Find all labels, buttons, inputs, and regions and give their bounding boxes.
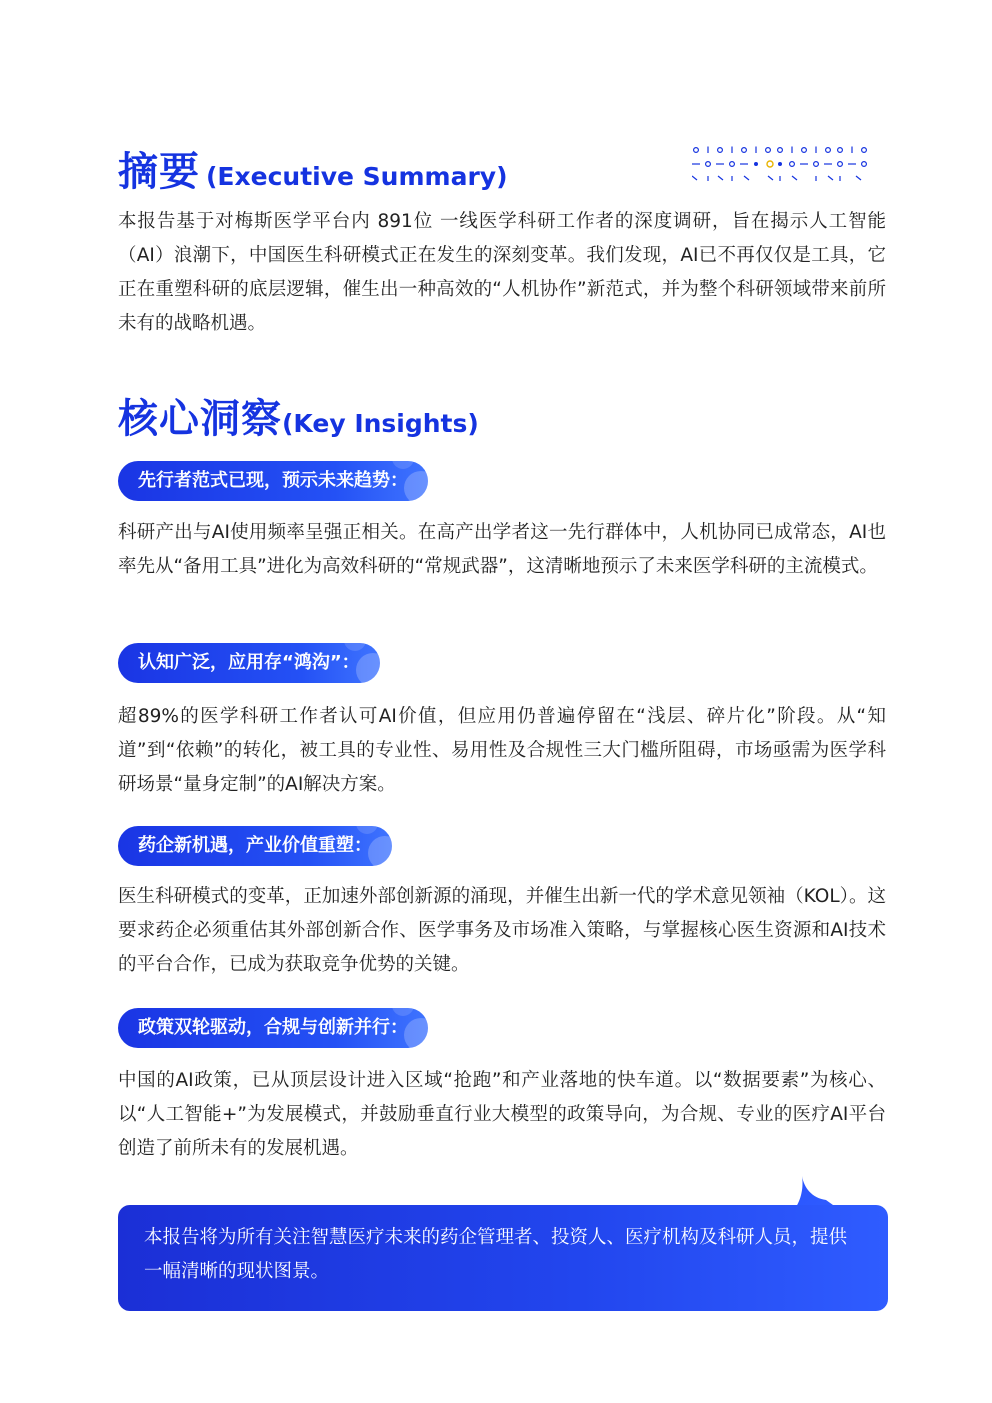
insight-paragraph-4: 中国的AI政策，已从顶层设计进入区域“抢跑”和产业落地的快车道。以“数据要素”为核心、以“人工智能+”为发展模式，并鼓励垂直行业大模型的政策导向，为合规、专业的医疗AI平台创造了前所未有的发展机遇。 (118, 1070, 886, 1159)
insight-paragraph-1: 科研产出与AI使用频率呈强正相关。在高产出学者这一先行群体中，人机协同已成常态，AI也率先从“备用工具”进化为高效科研的“常规武器”，这清晰地预示了未来医学科研的主流模式。 (118, 522, 886, 577)
insight-label-3 (118, 826, 392, 866)
insight-paragraph-3: 医生科研模式的变革，正加速外部创新源的涌现，并催生出新一代的学术意见领袖（KOL）。这要求药企必须重估其外部创新合作、医学事务及市场准入策略，与掌握核心医生资源和AI技术的平台合作，已成为获取竞争优势的关键。 (118, 886, 886, 975)
insight-label-text: 药企新机遇，产业价值重塑： (138, 835, 372, 856)
summary-paragraph: 本报告基于对梅斯医学平台内 891位 一线医学科研工作者的深度调研，旨在揭示人工智能（AI）浪潮下，中国医生科研模式正在发生的深刻变革。我们发现，AI已不再仅仅是工具，它正在重塑科研的底层逻辑，催生出一种高效的“人机协作”新范式，并为整个科研领域带来前所未有的战略机遇。 (118, 211, 886, 334)
insight-label-1 (118, 461, 428, 501)
insight-label-text: 先行者范式已现，预示未来趋势： (138, 470, 408, 491)
insight-label-4 (118, 1008, 428, 1048)
insight-label-text: 认知广泛，应用存“鸿沟”： (138, 652, 360, 673)
insight-paragraph-2: 超89%的医学科研工作者认可AI价值，但应用仍普遍停留在“浅层、碎片化”阶段。从“知道”到“依赖”的转化，被工具的专业性、易用性及合规性三大门槛所阻碍，市场亟需为医学科研场景“量身定制”的AI解决方案。 (118, 706, 886, 795)
insights-heading: 核心洞察 (118, 396, 282, 442)
insights-title (118, 387, 479, 444)
callout-box (118, 1205, 888, 1311)
insights-subheading: (Key Insights) (282, 409, 479, 438)
callout-text: 本报告将为所有关注智慧医疗未来的药企管理者、投资人、医疗机构及科研人员，提供一幅清晰的现状图景。 (144, 1227, 848, 1282)
summary-title (118, 140, 508, 197)
summary-subheading: (Executive Summary) (206, 162, 508, 191)
insight-label-2 (118, 643, 380, 683)
insight-label-text: 政策双轮驱动，合规与创新并行： (138, 1017, 408, 1038)
summary-heading: 摘要 (118, 149, 200, 195)
binary-pattern-icon (692, 143, 876, 185)
